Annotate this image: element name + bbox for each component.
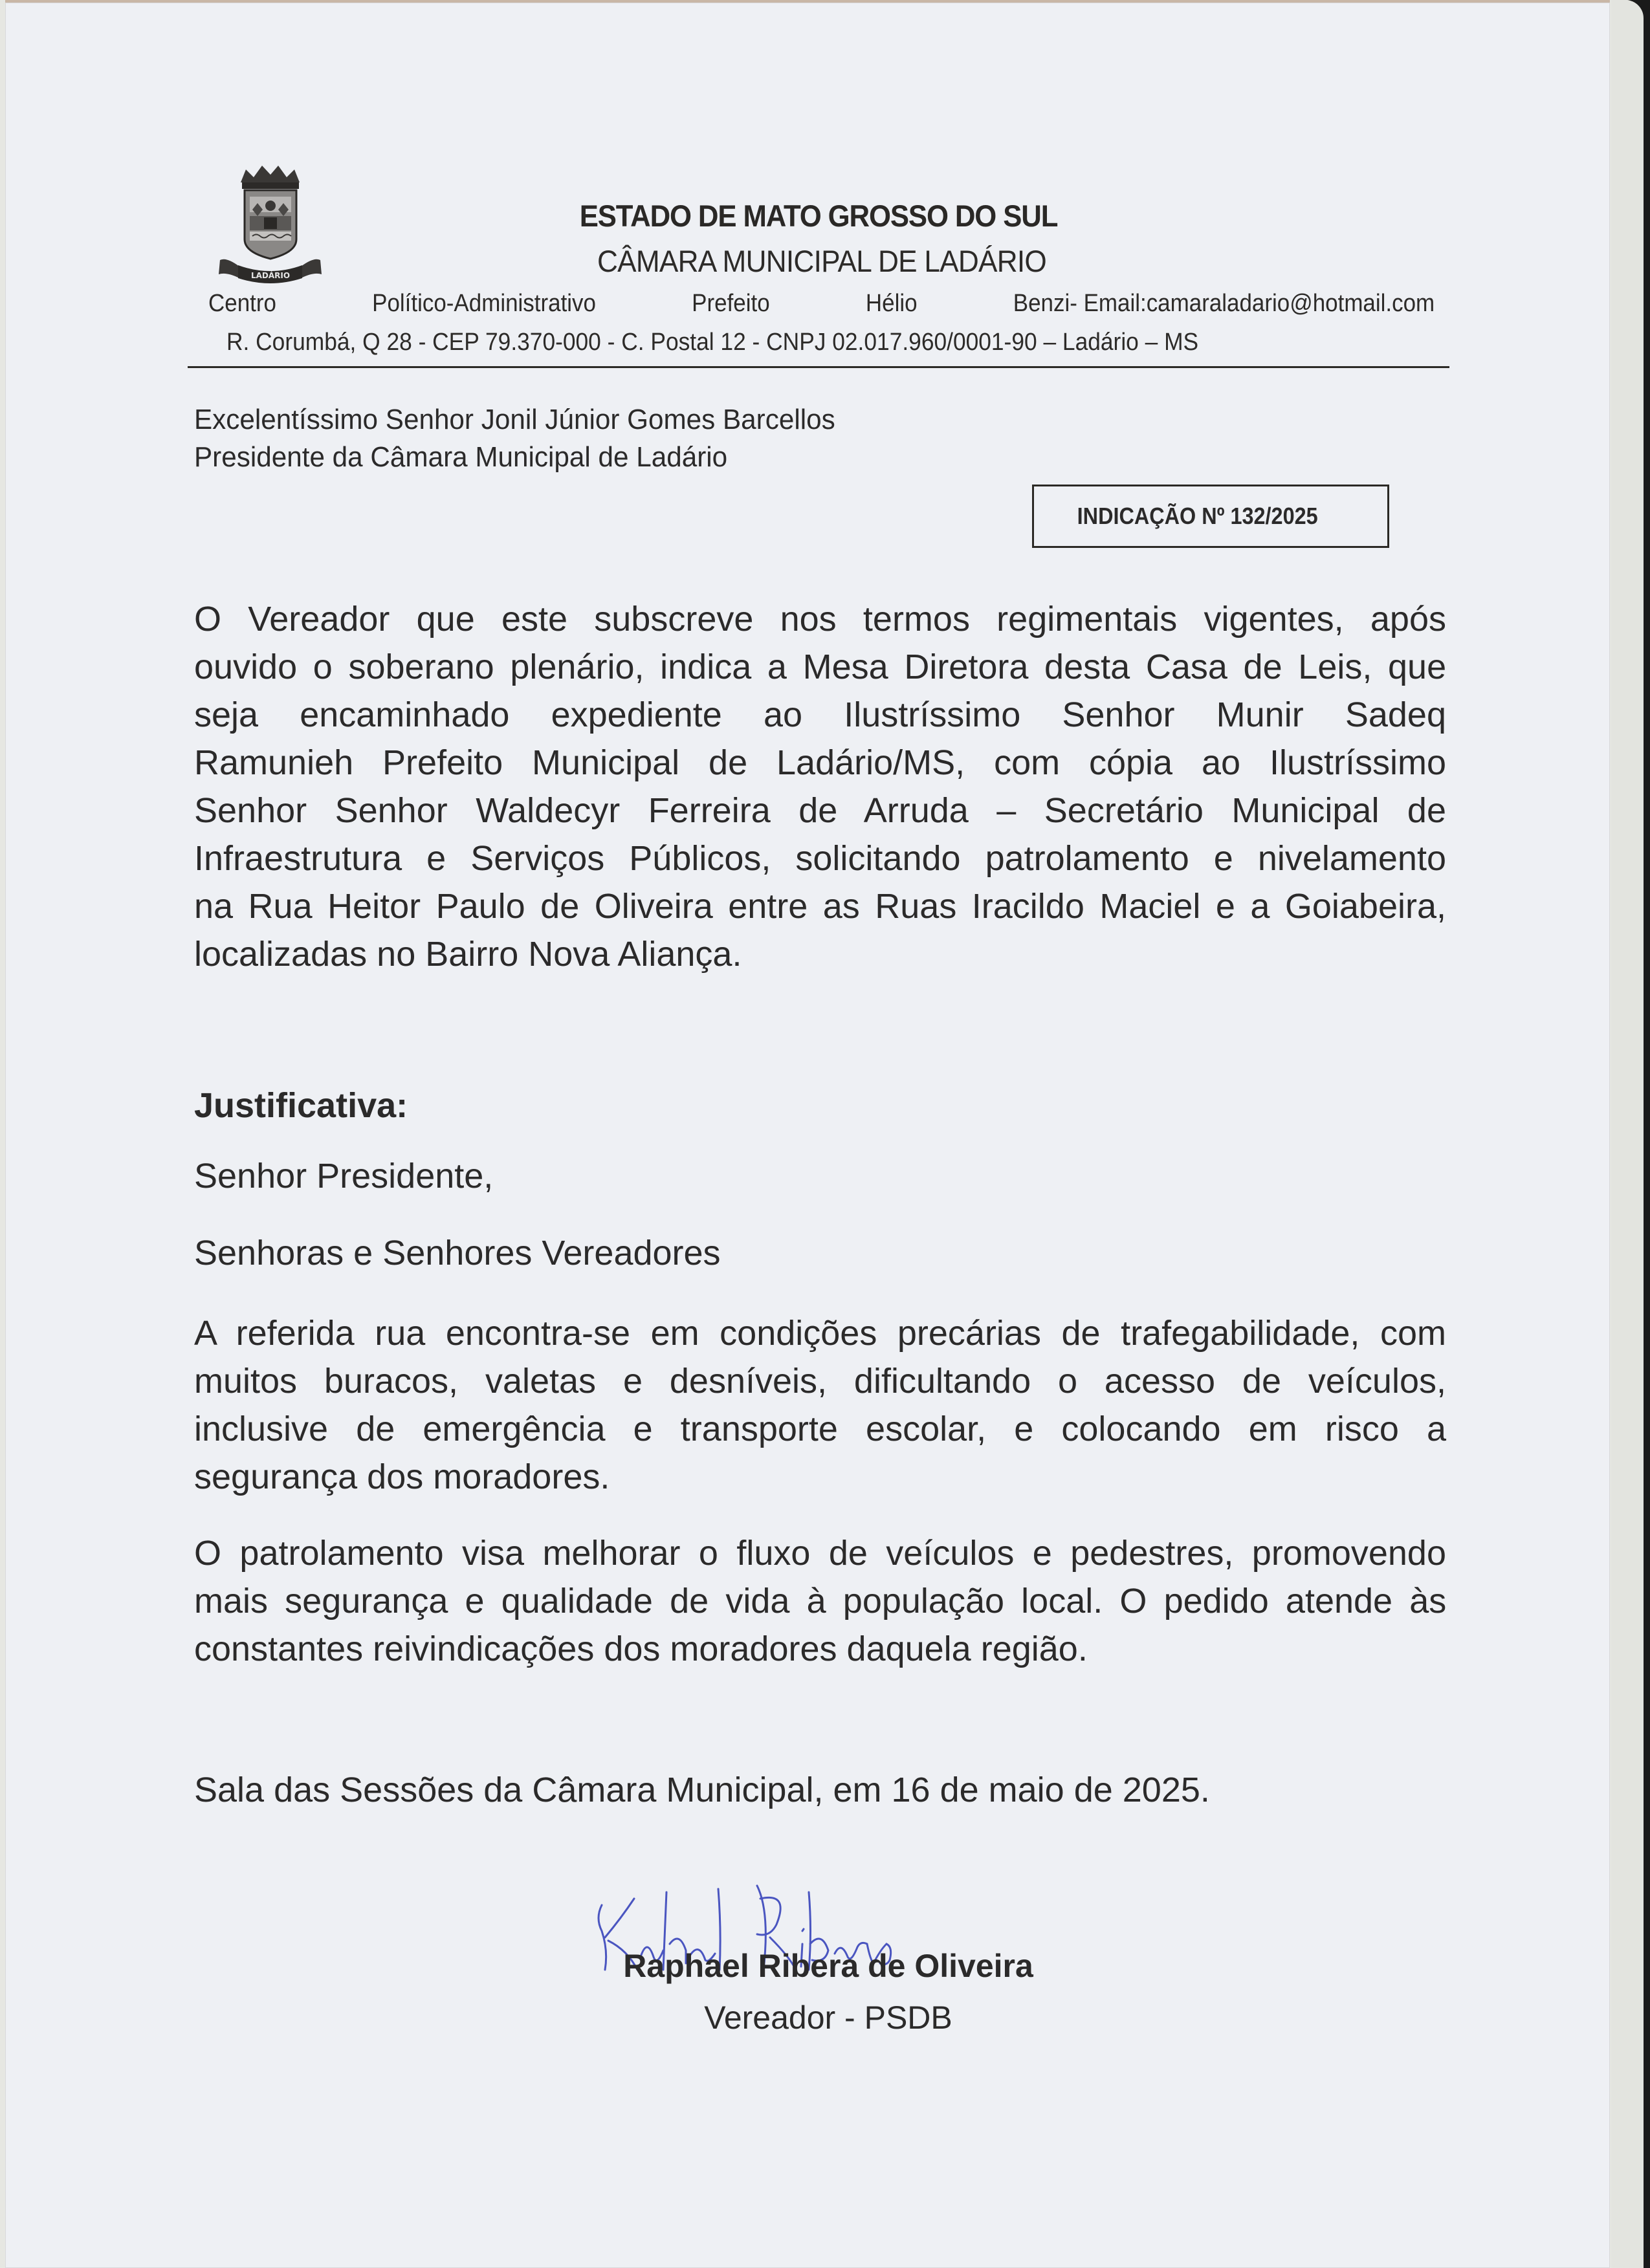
body-line: na Rua Heitor Paulo de Oliveira entre as Ruas Iracildo Maciel e a Goiabeira, — [194, 887, 1446, 926]
body-line: mais segurança e qualidade de vida à população local. O pedido atende às — [194, 1582, 1447, 1620]
body-line: seja encaminhado expediente ao Ilustríssimo Senhor Munir Sadeq — [194, 695, 1446, 734]
body-line: constantes reivindicações dos moradores daquela região. — [194, 1630, 1088, 1668]
body-line: inclusive de emergência e transporte escolar, e colocando em risco a — [194, 1410, 1446, 1448]
signer-name: Raphael Ribera de Oliveira — [623, 1948, 1033, 1984]
body-line: A referida rua encontra-se em condições precárias de trafegabilidade, com — [194, 1314, 1446, 1353]
body-line: O patrolamento visa melhorar o fluxo de veículos e pedestres, promovendo — [194, 1534, 1446, 1573]
body-line: Infraestrutura e Serviços Públicos, solicitando patrolamento e nivelamento — [194, 839, 1446, 878]
paragraph-request — [194, 595, 1446, 978]
body-line: segurança dos moradores. — [194, 1457, 610, 1496]
justificativa-heading: Justificativa: — [194, 1086, 408, 1125]
document-number: INDICAÇÃO Nº 132/2025 — [1077, 503, 1318, 529]
header-institution: CÂMARA MUNICIPAL DE LADÁRIO — [597, 244, 1047, 278]
crest-label: LADÁRIO — [250, 271, 291, 280]
body-line: Ramunieh Prefeito Municipal de Ladário/MS, com cópia ao Ilustríssimo — [194, 743, 1446, 782]
paragraph-benefits — [194, 1529, 1446, 1673]
header-address-line2: R. Corumbá, Q 28 - CEP 79.370-000 - C. Postal 12 - CNPJ 02.017.960/0001-90 – Ladário – MS — [226, 329, 1199, 356]
addressee-block — [194, 401, 862, 476]
header-email: Benzi- Email:camaraladario@hotmail.com — [1013, 290, 1435, 317]
scanner-margin — [1611, 0, 1644, 2268]
closing-date-line: Sala das Sessões da Câmara Municipal, em 16 de maio de 2025. — [194, 1771, 1210, 1809]
addressee-line: Excelentíssimo Senhor Jonil Júnior Gomes Barcellos — [194, 404, 835, 435]
header-divider — [188, 366, 1449, 368]
header-address-part: Prefeito — [692, 290, 770, 317]
header-address-part: Centro — [208, 290, 276, 317]
header-address-part: Hélio — [865, 290, 918, 317]
addressee-line: Presidente da Câmara Municipal de Ladário — [194, 441, 728, 473]
body-line: Senhor Senhor Waldecyr Ferreira de Arruda – Secretário Municipal de — [194, 791, 1446, 830]
paragraph-conditions — [194, 1309, 1446, 1501]
body-line: ouvido o soberano plenário, indica a Mesa Diretora desta Casa de Leis, que — [194, 648, 1447, 686]
signer-role: Vereador - PSDB — [704, 2000, 952, 2036]
salutation-president: Senhor Presidente, — [194, 1157, 494, 1195]
body-line: muitos buracos, valetas e desníveis, dificultando o acesso de veículos, — [194, 1362, 1446, 1401]
coat-of-arms-icon — [214, 163, 327, 286]
body-line: localizadas no Bairro Nova Aliança. — [194, 935, 742, 974]
header-address-line1 — [208, 290, 1435, 318]
header-state: ESTADO DE MATO GROSSO DO SUL — [579, 199, 1058, 233]
salutation-councillors: Senhoras e Senhores Vereadores — [194, 1234, 721, 1272]
body-line: O Vereador que este subscreve nos termos regimentais vigentes, após — [194, 600, 1446, 638]
document-number-box — [1032, 485, 1389, 548]
header-address-part: Político-Administrativo — [372, 290, 596, 317]
